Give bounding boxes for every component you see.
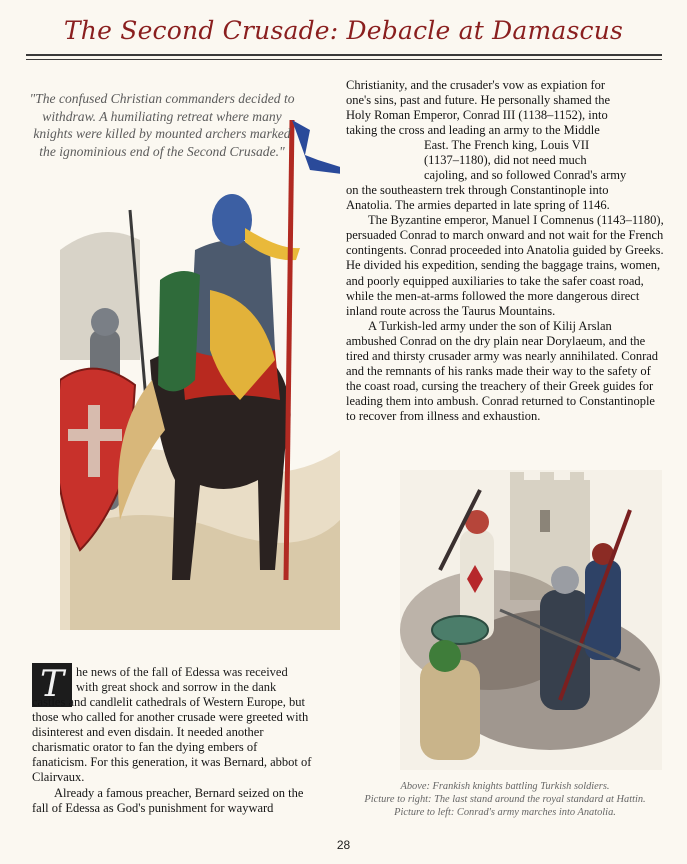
paragraph: Already a famous preacher, Bernard seized on the fall of Edessa as God's punishment for wayward: [32, 785, 304, 815]
caption-line: Above: Frankish knights battling Turkish soldiers.: [400, 781, 610, 792]
text-line: on the southeastern trek through Constantinople into: [346, 183, 609, 197]
right-column-inset: [424, 138, 664, 183]
image-captions: [336, 780, 674, 819]
text-line: Christianity, and the crusader's vow as expiation for: [346, 78, 606, 92]
drop-cap: T: [32, 663, 72, 707]
text-line: Holy Roman Emperor, Conrad III (1138–1152), into: [346, 108, 608, 123]
paragraph: The Byzantine emperor, Manuel I Comnenus (1143–1180), persuaded Conrad to march onward and not wait for the French contingents. Conrad proceeded into Anatolia guided by Greeks. He divided his expedition, sending the baggage trains, women, and poorly equipped auxiliaries to take the safer coast road, while the men-at-arms followed the more dangerous direct inland route across the Taurus Mountains.: [346, 213, 664, 318]
knight-on-horse-illustration: [60, 100, 340, 630]
text-line: with great shock and sorrow in the dank: [76, 680, 277, 695]
right-column-main: [346, 183, 664, 425]
text-line: one's sins, past and future. He personally shamed the: [346, 93, 610, 108]
caption-line: Picture to left: Conrad's army marches into Anatolia.: [394, 807, 616, 818]
text-line: taking the cross and leading an army to the Middle: [346, 123, 600, 138]
text-line: he news of the fall of Edessa was received: [76, 665, 288, 679]
left-column: [32, 695, 314, 816]
text-line: cajoling, and so followed Conrad's army: [424, 168, 627, 183]
battle-scene-illustration: [400, 470, 662, 770]
title-rule-thick: [26, 54, 662, 56]
text-line: (1137–1180), did not need much: [424, 153, 587, 168]
drop-cap-lines: [76, 665, 314, 695]
paragraph: castles and candlelit cathedrals of Western Europe, but those who called for another crusade were greeted with disinterest and even disdain. It needed another charismatic orator to fan the dying embers of fanaticism. For this generation, it was Bernard, abbot of Clairvaux.: [32, 695, 312, 785]
page-number: 28: [336, 838, 351, 852]
text-line: East. The French king, Louis VII: [424, 138, 590, 152]
caption-line: Picture to right: The last stand around the royal standard at Hattin.: [364, 794, 646, 805]
title-rule-thin: [26, 59, 662, 60]
paragraph: A Turkish-led army under the son of Kilij Arslan ambushed Conrad on the dry plain near Dorylaeum, and the tired and thirsty crusader army was nearly annihilated. Conrad and the remnants of his ranks made their way to the safety of the coast road, cursing the treachery of their Greek guides for leading them into ambush. Conrad returned to Constantinople to recover from illness and exhaustion.: [346, 318, 659, 424]
pull-quote: "The confused Christian commanders decided to withdraw. A humiliating retreat where many knights were killed by mounted archers marked the ignominious end of the Second Crusade.": [29, 91, 295, 159]
page-title: The Second Crusade: Debacle at Damascus: [63, 16, 624, 45]
text-line: Anatolia. The armies departed in late spring of 1146.: [346, 198, 610, 213]
right-column-top: [346, 78, 664, 138]
